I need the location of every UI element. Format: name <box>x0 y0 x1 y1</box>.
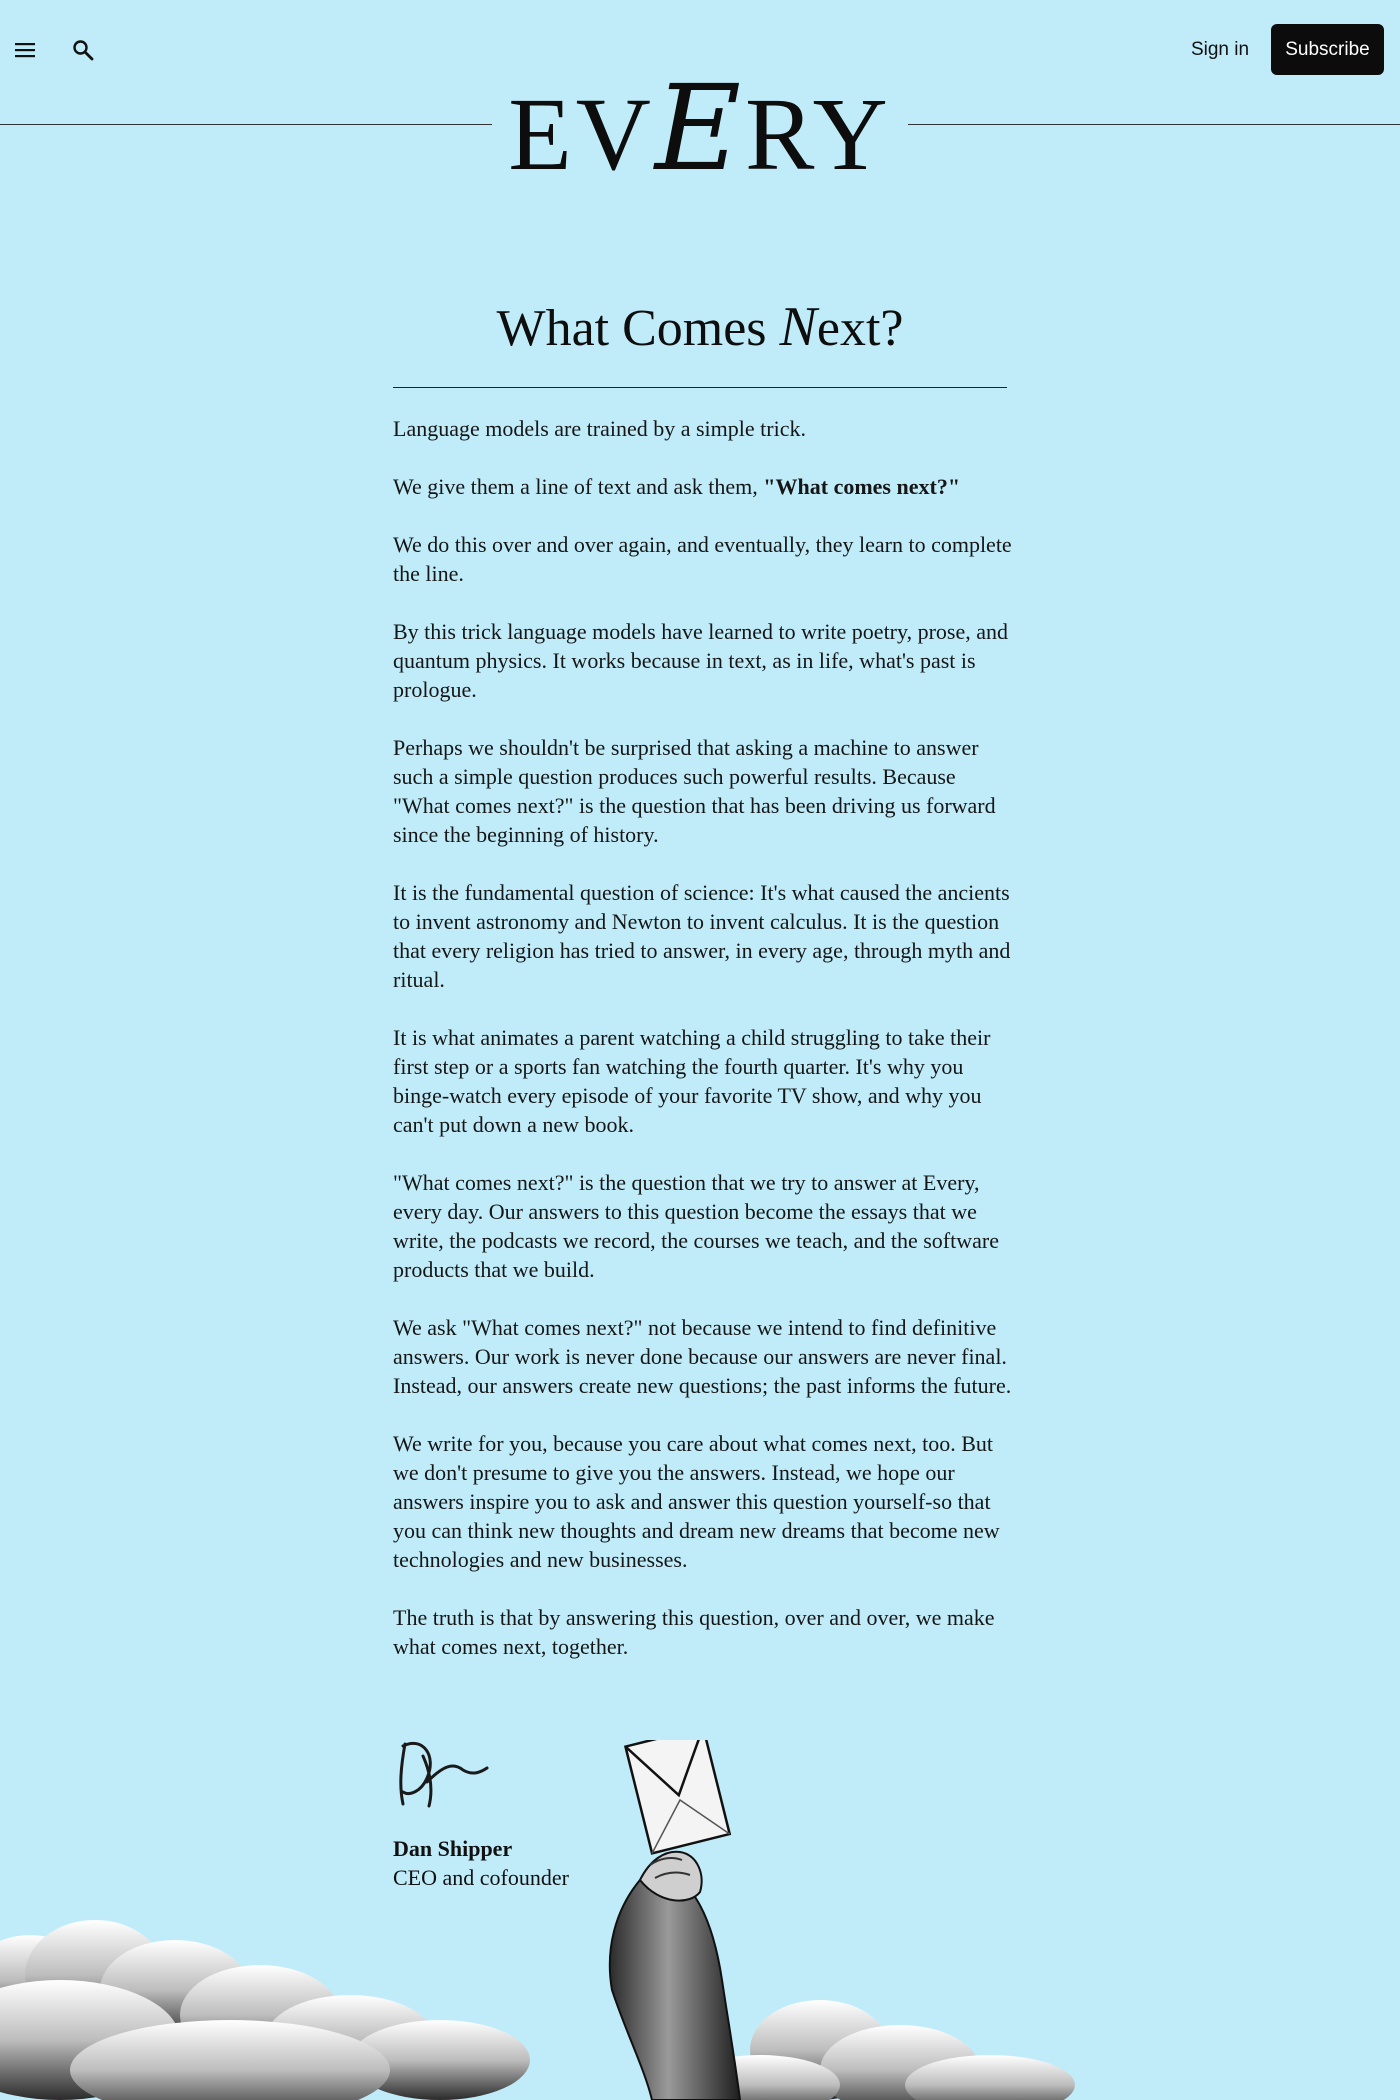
paragraph-6: It is the fundamental question of science: It's what caused the ancients to invent astronomy and Newton to invent calculus. It is the question that every religion has tried to answer, in every age, through myth and ritual. <box>393 880 1011 992</box>
paragraph-8: "What comes next?" is the question that we try to answer at Every, every day. Our answers to this question become the essays that we write, the podcasts we record, the courses we teach, and the software products that we build. <box>393 1170 999 1282</box>
logo-right: RY <box>745 77 892 192</box>
paragraph-7: It is what animates a parent watching a child struggling to take their first step or a sports fan watching the fourth quarter. It's why you binge-watch every episode of your favorite TV show, and why you can't put down a new book. <box>393 1025 991 1137</box>
subscribe-button[interactable]: Subscribe <box>1271 24 1384 75</box>
hand-envelope-clouds-illustration <box>0 1740 1400 2100</box>
logo-left: EV <box>508 77 655 192</box>
header-divider-left <box>0 124 492 125</box>
paragraph-2-text: We give them a line of text and ask them, <box>393 474 764 499</box>
header-divider-right <box>908 124 1400 125</box>
paragraph-4: By this trick language models have learned to write poetry, prose, and quantum physics. It works because in text, as in life, what's past is prologue. <box>393 619 1009 702</box>
paragraph-10: We write for you, because you care about what comes next, too. But we don't presume to give you the answers. Instead, we hope our answers inspire you to ask and answer this question yourself-so that you can think new thoughts and dream new dreams that become new technologies and new businesses. <box>393 1431 1000 1572</box>
paragraph-9: We ask "What comes next?" not because we intend to find definitive answers. Our work is never done because our answers are never final. Instead, our answers create new questions; the past informs the future. <box>393 1315 1012 1398</box>
title-part-2: ext? <box>816 300 904 357</box>
paragraph-3: We do this over and over again, and eventually, they learn to complete the line. <box>393 532 1012 586</box>
title-part-1: What Comes <box>496 300 780 357</box>
every-logo[interactable] <box>498 59 902 197</box>
paragraph-11: The truth is that by answering this question, over and over, we make what comes next, together. <box>393 1605 995 1659</box>
title-script-letter: N <box>779 296 817 358</box>
title-divider <box>393 387 1007 388</box>
author-name: Dan Shipper <box>393 1836 513 1861</box>
menu-icon[interactable] <box>5 30 45 70</box>
paragraph-1: Language models are trained by a simple trick. <box>393 416 806 441</box>
article-body <box>393 414 1013 1690</box>
logo-script-letter: E <box>654 59 746 197</box>
search-icon[interactable] <box>63 30 103 70</box>
page-title <box>393 292 1007 364</box>
paragraph-2 <box>393 472 1013 501</box>
paragraph-2-bold: "What comes next?" <box>763 474 961 499</box>
author-role: CEO and cofounder <box>393 1865 569 1890</box>
paragraph-5: Perhaps we shouldn't be surprised that asking a machine to answer such a simple question produces such powerful results. Because "What comes next?" is the question that has been driving us forward since the beginning of history. <box>393 735 996 847</box>
signature-image <box>393 1726 489 1812</box>
sign-in-link[interactable]: Sign in <box>1190 39 1250 60</box>
